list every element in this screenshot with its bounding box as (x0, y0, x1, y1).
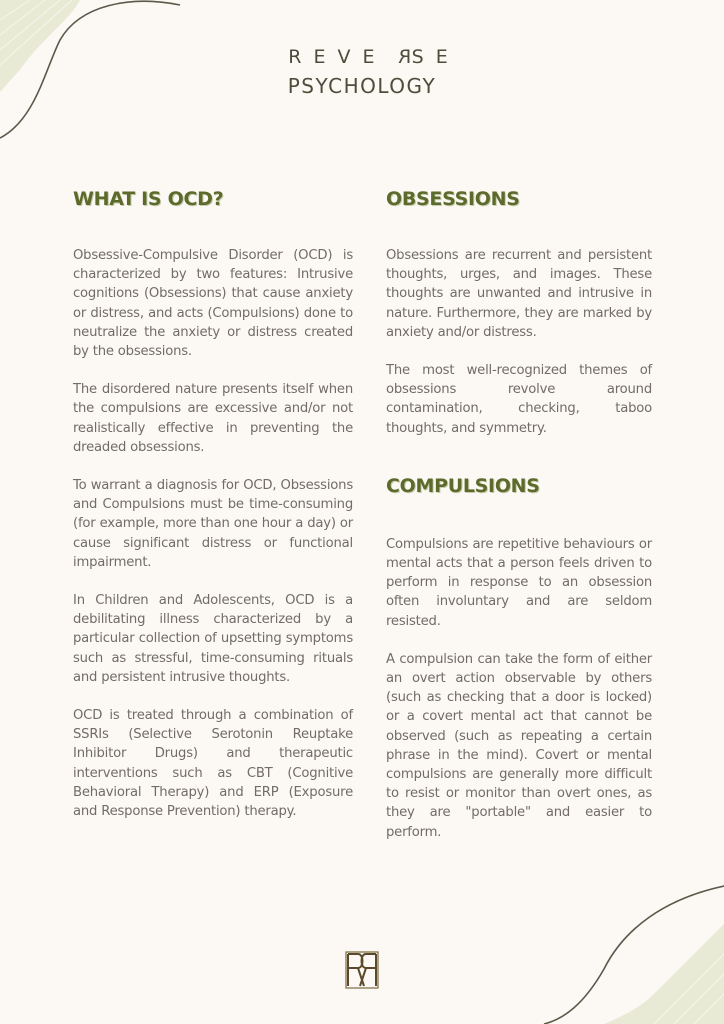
what-is-ocd-heading: WHAT IS OCD? (73, 188, 224, 210)
paragraph: Compulsions are repetitive behaviours or mental acts that a person feels driven to perform in response to an obsession often involuntary and are seldom resisted. (386, 536, 652, 629)
brand-wordmark-bottom: PSYCHOLOGY (287, 74, 437, 98)
paragraph: OCD is treated through a combination of SSRIs (Selective Serotonin Reuptake Inhibitor Drugs) and therapeutic interventions such as CBT (Cognitive Behavioral Therapy) and ERP (Exposure and Response Prevention) therapy. (73, 708, 353, 820)
right-column (386, 188, 652, 842)
reverse-psychology-monogram-icon (344, 950, 380, 990)
obsessions-heading: OBSESSIONS (386, 188, 520, 210)
mirrored-letter: R (386, 46, 412, 68)
left-column (73, 188, 353, 821)
paragraph: Obsessive-Compulsive Disorder (OCD) is characterized by two features: Intrusive cognitions (Obsessions) that cause anxiety or distress, and acts (Compulsions) done to neutralize the anxiety or distress created by the obsessions. (73, 248, 353, 360)
compulsions-heading: COMPULSIONS (386, 474, 540, 497)
brand-wordmark-top: REVERSE (288, 46, 460, 68)
corner-decoration-bottom-right (524, 874, 724, 1024)
paragraph: The most well-recognized themes of obsessions revolve around contamination, checking, taboo thoughts, and symmetry. (386, 363, 652, 436)
paragraph: To warrant a diagnosis for OCD, Obsessions and Compulsions must be time-consuming (for example, more than one hour a day) or cause significant distress or functional impairment. (73, 478, 353, 570)
paragraph: In Children and Adolescents, OCD is a debilitating illness characterized by a particular collection of upsetting symptoms such as stressful, time-consuming rituals and persistent intrusive thoughts. (73, 593, 353, 685)
paragraph: The disordered nature presents itself when the compulsions are excessive and/or not realistically effective in preventing the dreaded obsessions. (73, 382, 353, 455)
paragraph: Obsessions are recurrent and persistent thoughts, urges, and images. These thoughts are unwanted and intrusive in nature. Furthermore, they are marked by anxiety and/or distress. (386, 248, 652, 340)
paragraph: A compulsion can take the form of either an overt action observable by others (such as checking that a door is locked) or a covert mental act that cannot be observed (such as repeating a certain phrase in the mind). Covert or mental compulsions are generally more difficult to resist or monitor than overt ones, as they are "portable" and easier to perform. (386, 651, 652, 840)
